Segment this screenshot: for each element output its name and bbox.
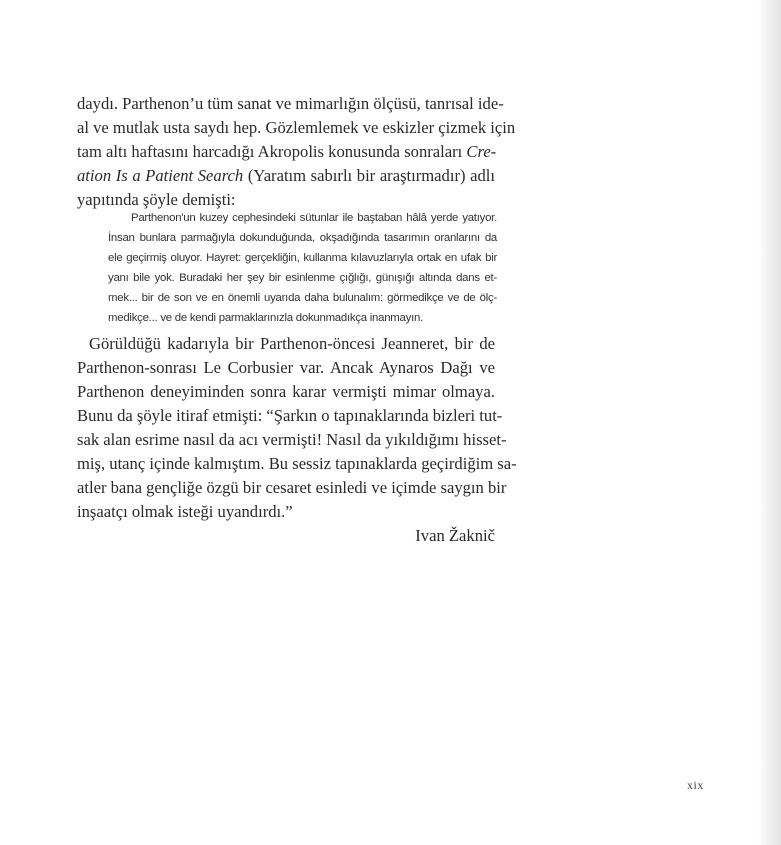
text-line: atler bana gençliğe özgü bir cesaret esinledi ve içimde saygın bir xyxy=(77,478,507,497)
quote-line: mek... bir de son ve en önemli uyarıda daha bulunalım: görmedikçe ve de ölç- xyxy=(108,292,497,304)
text-line: miş, utanç içinde kalmıştım. Bu sessiz tapınaklarda geçirdiğim sa- xyxy=(77,454,517,473)
text-line: Parthenon deneyiminden sonra karar vermişti mimar olmaya. xyxy=(77,382,495,401)
text-line xyxy=(77,92,504,116)
paragraph-intro xyxy=(77,92,516,212)
quote-line: medikçe... ve de kendi parmaklarınızla dokunmadıkça inanmayın. xyxy=(108,312,423,324)
block-quote xyxy=(108,208,497,328)
text-line: inşaatçı olmak isteği uyandırdı.” xyxy=(77,502,293,521)
quote-line: İnsan bunlara parmağıyla dokunduğunda, okşadığında tasarımın oranlarını da xyxy=(108,232,497,244)
text-line: sak alan esrime nasıl da acı vermişti! Nasıl da yıkıldığımı hisset- xyxy=(77,430,507,449)
quote-line: yanı bile yok. Buradaki her şey bir esinlenme çığlığı, günışığı altında dans et- xyxy=(108,272,497,284)
text-line: Bunu da şöyle itiraf etmişti: “Şarkın o tapınaklarında bizleri tut- xyxy=(77,406,503,425)
text-segment: tam altı haftasını harcadığı Akropolis konusunda sonraları xyxy=(77,142,467,161)
italic-title: ation Is a Patient Search xyxy=(77,166,244,185)
text-segment: (Yaratım sabırlı bir araştırmadır) adlı xyxy=(243,166,496,185)
italic-title: Cre- xyxy=(466,142,497,161)
text-line xyxy=(77,140,495,164)
quote-line: Parthenon'un kuzey cephesindeki sütunlar ile baştaban hâlâ yerde yatıyor. xyxy=(131,212,497,224)
text-line xyxy=(77,164,495,188)
page-number: xix xyxy=(687,778,704,792)
quote-line: ele geçirmiş oluyor. Hayret: gerçekliğin, kullanma kılavuzlarıyla ortak en ufak bir xyxy=(108,252,497,264)
text-segment: daydı. Parthenon’u tüm sanat ve mimarlığın ölçüsü, tanrısal ide- xyxy=(77,94,504,113)
text-line: Parthenon-sonrası Le Corbusier var. Ancak Aynaros Dağı ve xyxy=(77,358,495,377)
text-line xyxy=(77,116,516,140)
text-segment: al ve mutlak usta saydı hep. Gözlemlemek ve eskizler çizmek için xyxy=(77,118,516,137)
text-segment: yapıtında şöyle demişti: xyxy=(77,190,236,209)
paragraph-main xyxy=(77,332,517,548)
author-signature: Ivan Žaknič xyxy=(415,526,495,545)
text-line: Görüldüğü kadarıyla bir Parthenon-öncesi Jeanneret, bir de xyxy=(89,334,495,353)
